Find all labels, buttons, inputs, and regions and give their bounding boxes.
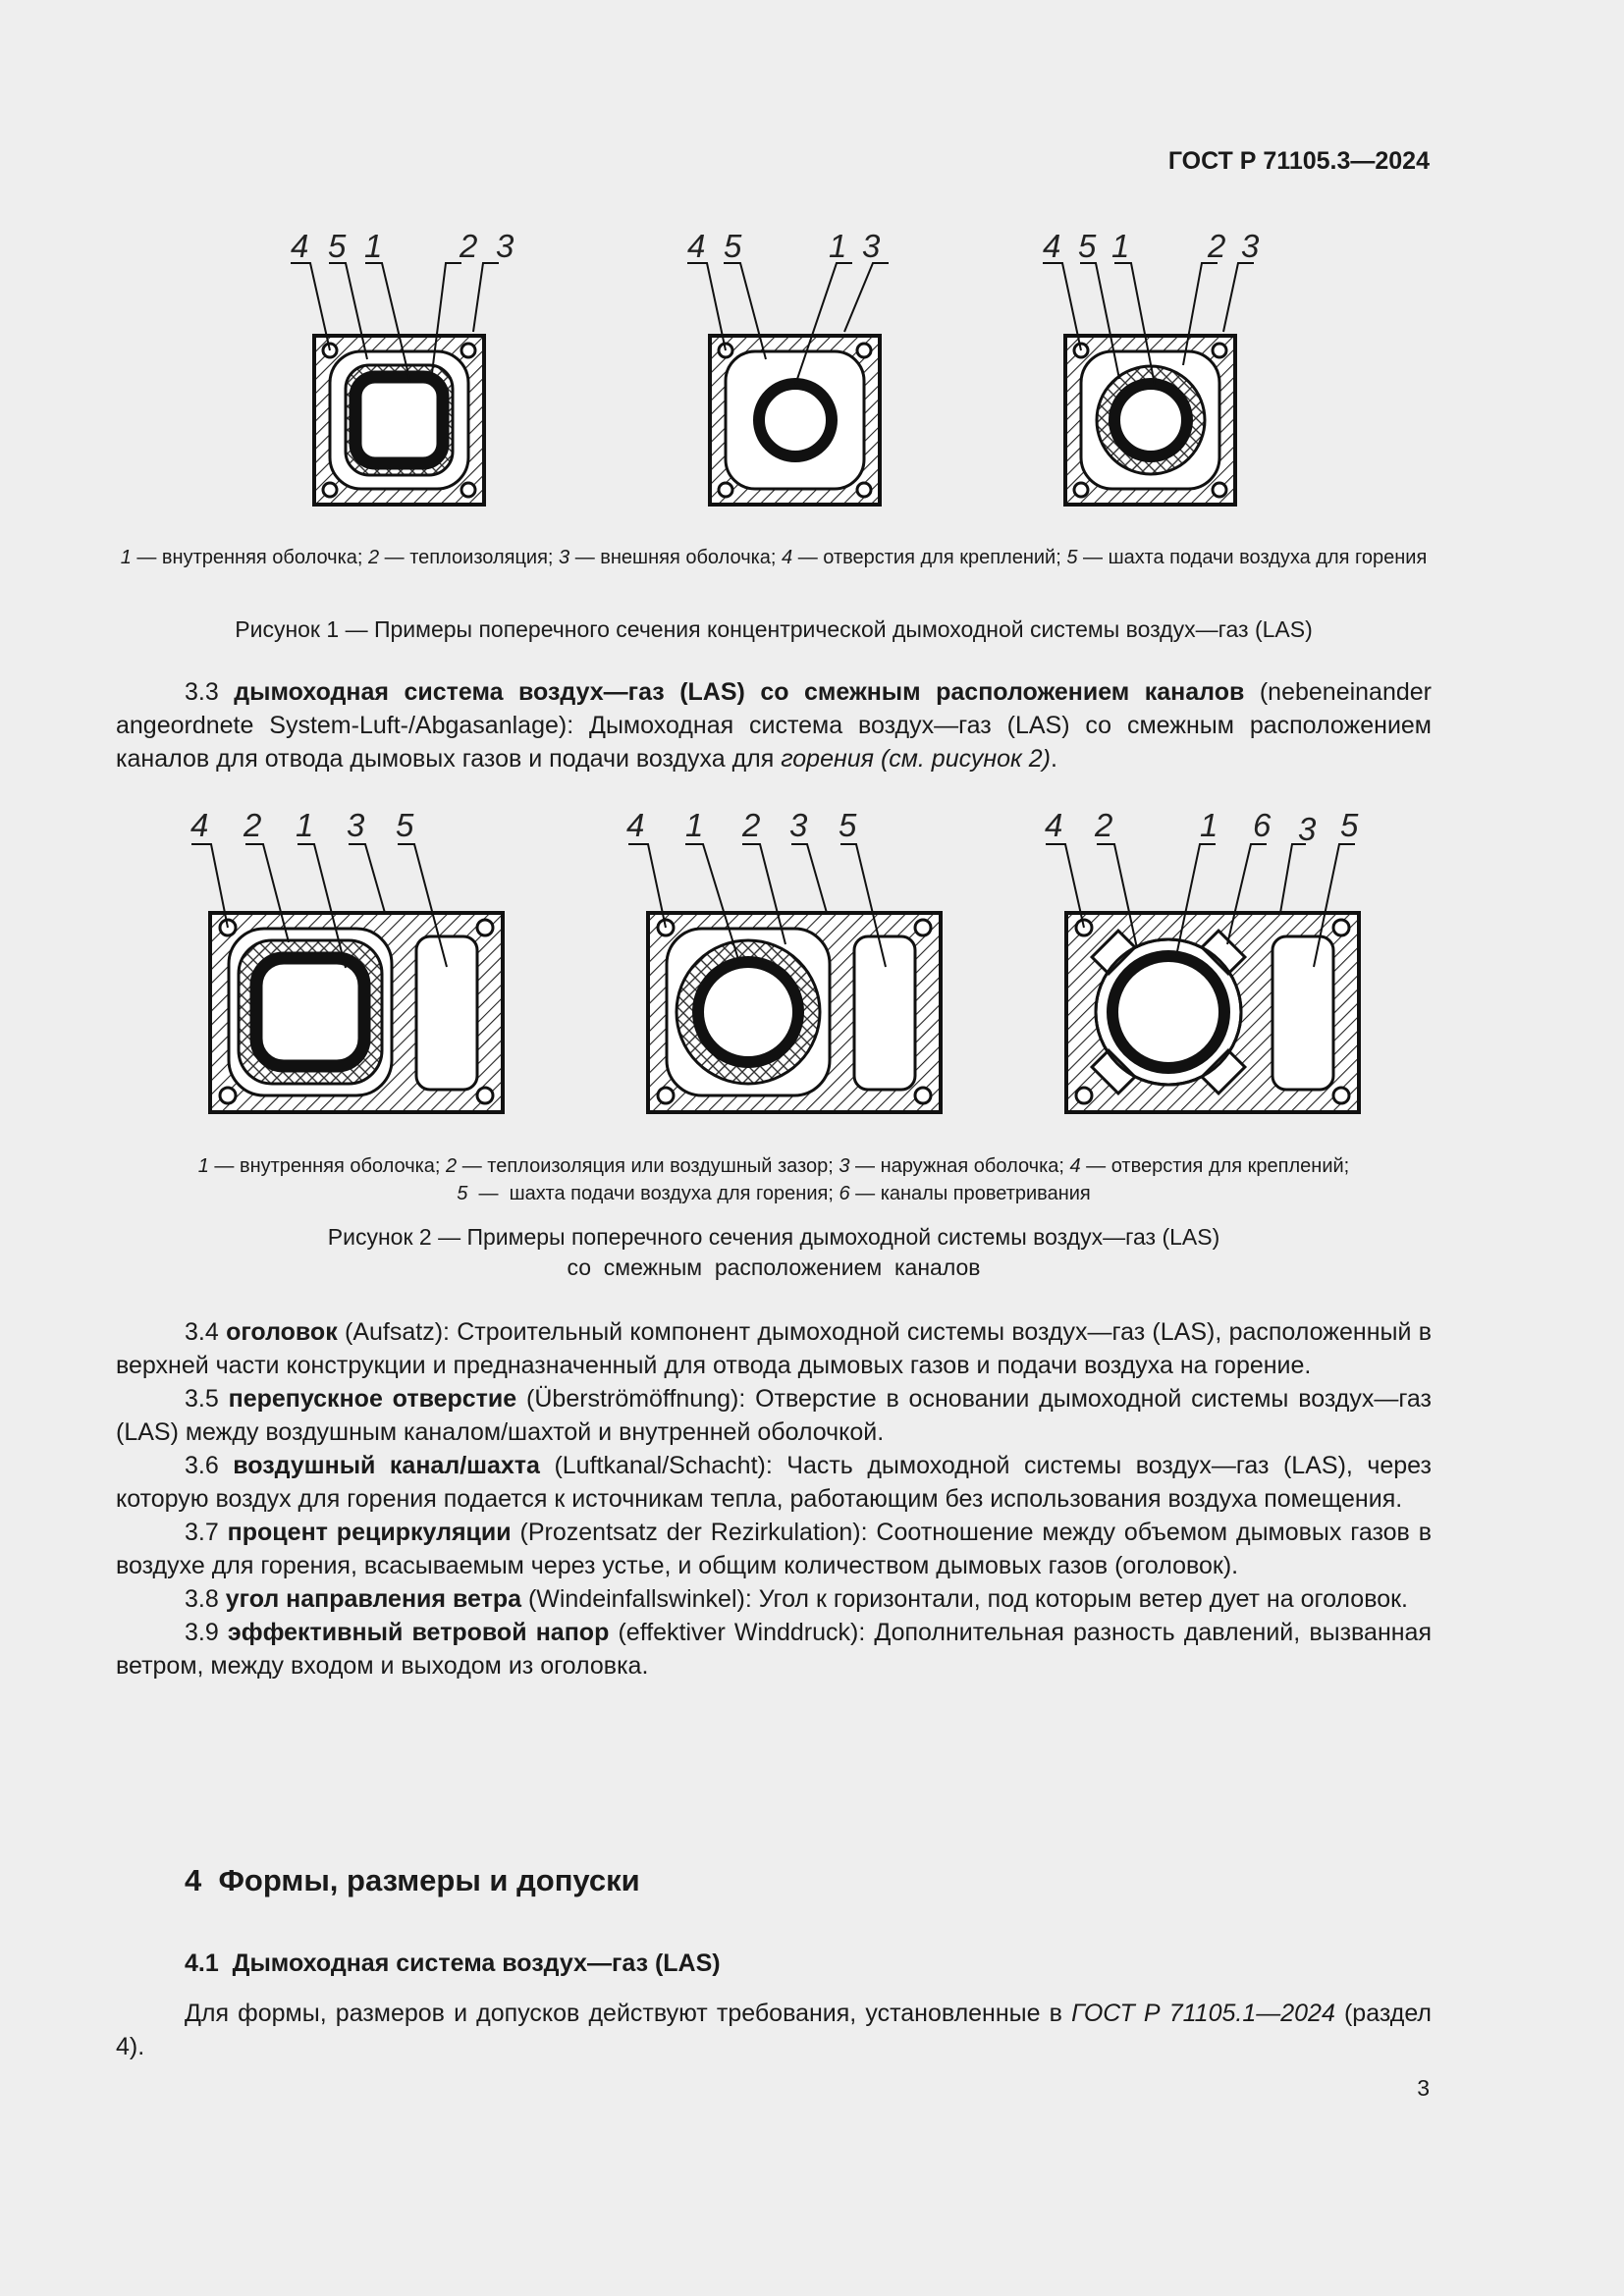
paragraph-3-6: 3.6 воздушный канал/шахта (Luftkanal/Schacht): Часть дымоходной системы воздух—газ (LAS), через которую воздух для горения подается к источникам тепла, работающим без использования воздуха помещения.	[116, 1452, 1432, 1513]
fig1-section-b	[687, 228, 889, 505]
paragraph-3-8: 3.8 угол направления ветра (Windeinfallswinkel): Угол к горизонтали, под которым ветер дует на оголовок.	[185, 1585, 1408, 1613]
paragraph-3-9: 3.9 эффективный ветровой напор (effektiver Winddruck): Дополнительная разность давлений, вызванная ветром, между входом и выходом из оголовка.	[116, 1619, 1432, 1680]
fig1-b-label-3: 3	[862, 228, 881, 264]
paragraph-3-5: 3.5 перепускное отверстие (Überströmöffnung): Отверстие в основании дымоходной системы воздух—газ (LAS) между воздушным каналом/шахтой и внутренней оболочкой.	[116, 1385, 1432, 1446]
fig1-b-label-5: 5	[724, 228, 742, 264]
fig2-section-a	[190, 807, 503, 1112]
fig1-b-label-4: 4	[687, 228, 706, 264]
fig1-a-label-4: 4	[291, 228, 309, 264]
fig2-a-label-4: 4	[190, 807, 209, 843]
definitions	[116, 1315, 1432, 1682]
paragraph-3-4: 3.4 оголовок (Aufsatz): Строительный компонент дымоходной системы воздух—газ (LAS), расположенный в верхней части конструкции и предназначенный для отвода дымовых газов и подачи воздуха на горение.	[116, 1318, 1432, 1379]
fig2-c-label-6: 6	[1253, 807, 1272, 843]
fig2-b-label-1: 1	[685, 807, 704, 843]
fig2-section-b	[626, 807, 941, 1112]
fig2-a-label-2: 2	[244, 807, 262, 843]
paragraph-3-3: 3.3 дымоходная система воздух—газ (LAS) со смежным расположением каналов (nebeneinander angeordnete System-Luft-/Abgasanlage): Дымоходная система воздух—газ (LAS) со смежным расположением каналов для отвода дымовых газов и подачи воздуха для горения (см. рисунок 2).	[116, 678, 1433, 773]
fig1-section-c	[1043, 228, 1260, 505]
fig2-c-label-1: 1	[1200, 807, 1218, 843]
fig2-b-label-3: 3	[789, 807, 808, 843]
fig2-c-label-5: 5	[1340, 807, 1359, 843]
fig1-c-label-2: 2	[1208, 228, 1226, 264]
section-4-1-text: Для формы, размеров и допусков действуют требования, установленные в ГОСТ Р 71105.1—2024 (раздел 4).	[116, 2000, 1432, 2060]
figure1-caption: Рисунок 1 — Примеры поперечного сечения концентрической дымоходной системы воздух—газ (LAS)	[235, 616, 1313, 642]
fig2-b-label-2: 2	[742, 807, 761, 843]
figure-2	[0, 785, 1624, 1129]
fig2-a-label-3: 3	[347, 807, 365, 843]
fig1-a-label-5: 5	[328, 228, 347, 264]
fig2-c-label-4: 4	[1045, 807, 1063, 843]
fig1-a-label-3: 3	[496, 228, 514, 264]
document-header: ГОСТ Р 71105.3—2024	[1167, 147, 1430, 175]
fig2-b-label-5: 5	[839, 807, 857, 843]
fig2-section-c	[1045, 807, 1359, 1112]
fig1-c-label-1: 1	[1111, 228, 1130, 264]
fig1-a-label-1: 1	[364, 228, 383, 264]
fig2-a-label-1: 1	[296, 807, 314, 843]
figure1-legend: 1 — внутренняя оболочка; 2 — теплоизоляция; 3 — внешняя оболочка; 4 — отверстия для креплений; 5 — шахта подачи воздуха для горения	[120, 547, 1428, 568]
page-number: 3	[1417, 2075, 1430, 2101]
fig1-a-label-2: 2	[460, 228, 478, 264]
section-4-1-heading: 4.1 Дымоходная система воздух—газ (LAS)	[185, 1949, 721, 1977]
section-4-heading: 4 Формы, размеры и допуски	[185, 1863, 640, 1897]
fig2-a-label-5: 5	[396, 807, 414, 843]
fig1-b-label-1: 1	[829, 228, 847, 264]
fig2-c-label-3: 3	[1298, 811, 1317, 847]
figure2-caption: Рисунок 2 — Примеры поперечного сечения дымоходной системы воздух—газ (LAS) со смежным расположением каналов	[327, 1224, 1220, 1280]
fig2-b-label-4: 4	[626, 807, 645, 843]
fig1-c-label-4: 4	[1043, 228, 1061, 264]
fig1-section-a	[291, 228, 514, 505]
fig2-c-label-2: 2	[1095, 807, 1113, 843]
figure-1	[0, 0, 1624, 530]
fig1-c-label-5: 5	[1078, 228, 1097, 264]
figure2-legend: 1 — внутренняя оболочка; 2 — теплоизоляция или воздушный зазор; 3 — наружная оболочка; 4 — отверстия для креплений; 5 — шахта подачи воздуха для горения; 6 — каналы проветривания	[197, 1155, 1350, 1204]
fig1-c-label-3: 3	[1241, 228, 1260, 264]
paragraph-3-7: 3.7 процент рециркуляции (Prozentsatz der Rezirkulation): Соотношение между объемом дымовых газов в воздухе для горения, всасываемым через устье, и общим количеством дымовых газов (оголовок).	[116, 1519, 1433, 1579]
